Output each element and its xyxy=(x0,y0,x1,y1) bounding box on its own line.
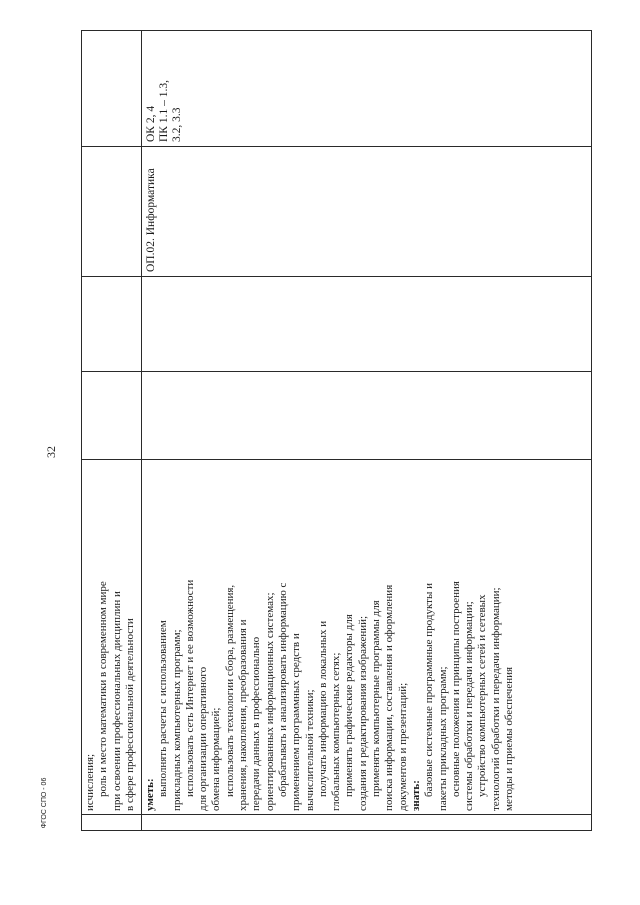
competency-line: ОК 2, 4 xyxy=(145,105,157,142)
table-cell-empty xyxy=(142,815,592,831)
knowledge-line: пакеты прикладных программ; xyxy=(436,666,449,811)
math-outcomes-text xyxy=(82,460,139,814)
knowledge-line: методы и приемы обеспечения xyxy=(503,666,516,811)
skill-line: применением программных средств и xyxy=(290,633,303,811)
competencies-list xyxy=(142,31,187,146)
text-line: в сфере профессиональной деятельности xyxy=(123,618,136,811)
knowledge-line: основные положения и принципы построения xyxy=(449,581,462,797)
knowledge-line: базовые системные программные продукты и xyxy=(423,582,436,797)
skill-line: документов и презентаций; xyxy=(396,682,409,811)
competency-line: ПК 1.1 – 1.3, xyxy=(158,80,170,142)
text-line: исчисления; xyxy=(84,753,96,811)
table-cell-empty xyxy=(82,372,142,460)
skill-line: использовать сеть Интернет и ее возможности xyxy=(183,579,196,797)
page-number: 32 xyxy=(44,446,58,458)
table-cell-math-outcomes xyxy=(82,460,142,815)
skill-line: использовать технологии сбора, размещения, xyxy=(223,584,236,797)
skill-line: получать информацию в локальных и xyxy=(316,620,329,797)
table-cell-empty xyxy=(82,277,142,372)
text-line: роль и место математики в современном мире xyxy=(97,581,110,797)
umet-heading: уметь: xyxy=(144,778,156,811)
table-cell-competencies xyxy=(142,31,592,147)
skill-line: применять компьютерные программы для xyxy=(370,600,383,797)
umet-list xyxy=(157,464,410,811)
discipline-name: ОП.02. Информатика xyxy=(145,168,157,272)
table-row-informatics xyxy=(142,31,592,831)
text-line: при освоении профессиональных дисциплин и xyxy=(110,591,123,811)
table-cell-skills-knowledge xyxy=(142,460,592,815)
znat-list xyxy=(423,464,516,811)
competency-line: 3.2, 3.3 xyxy=(171,107,183,142)
skill-line: прикладных компьютерных программ; xyxy=(170,629,183,811)
table-cell-empty xyxy=(82,147,142,277)
knowledge-line: технологий обработки и передачи информации; xyxy=(489,587,502,811)
skill-line: поиска информации, составления и оформления xyxy=(383,584,396,811)
skills-knowledge-text xyxy=(142,460,518,814)
footer-label: ФГОС СПО - 06 xyxy=(41,777,48,829)
skill-line: хранения, накопления, преобразования и xyxy=(237,619,250,811)
skill-line: создания и редактирования изображений; xyxy=(356,615,369,811)
skill-line: вычислительной техники; xyxy=(303,689,316,811)
skill-line: для организации оперативного xyxy=(197,666,210,811)
table-cell-empty xyxy=(142,372,592,460)
skill-line: выполнять расчеты с использованием xyxy=(157,620,170,797)
table-row-top xyxy=(82,31,142,831)
skill-line: обрабатывать и анализировать информацию с xyxy=(276,582,289,797)
table-cell-empty xyxy=(82,815,142,831)
skill-line: обмена информацией; xyxy=(210,707,223,811)
skill-line: ориентированных информационных системах; xyxy=(263,592,276,811)
knowledge-line: системы обработки и передачи информации; xyxy=(463,601,476,811)
knowledge-line: устройство компьютерных сетей и сетевых xyxy=(476,594,489,797)
skill-line: передачи данных в профессионально xyxy=(250,636,263,811)
znat-heading: знать: xyxy=(409,780,422,811)
table-cell-empty xyxy=(82,31,142,147)
curriculum-table xyxy=(81,30,592,831)
skill-line: применять графические редакторы для xyxy=(343,614,356,797)
rotated-table-container xyxy=(81,31,592,831)
skill-line: глобальных компьютерных сетях; xyxy=(330,652,343,811)
table-cell-empty xyxy=(142,277,592,372)
table-cell-discipline xyxy=(142,147,592,277)
